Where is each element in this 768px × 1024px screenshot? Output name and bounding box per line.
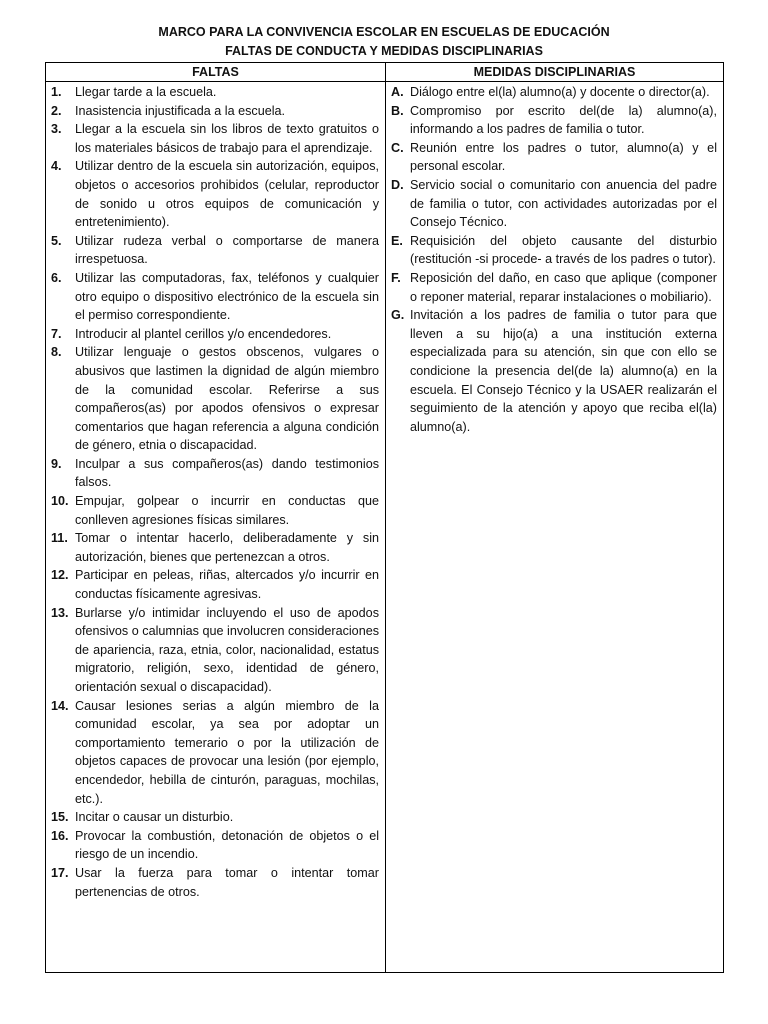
falta-item-text: Inculpar a sus compañeros(as) dando testimonios falsos. bbox=[75, 456, 379, 490]
medida-item-number: D. bbox=[391, 177, 404, 192]
falta-item-text: Usar la fuerza para tomar o intentar tomar pertenencias de otros. bbox=[75, 865, 379, 899]
falta-item-text: Provocar la combustión, detonación de objetos o el riesgo de un incendio. bbox=[75, 828, 379, 862]
document-subtitle: FALTAS DE CONDUCTA Y MEDIDAS DISCIPLINARIAS bbox=[225, 44, 543, 58]
falta-item-text: Llegar tarde a la escuela. bbox=[75, 85, 217, 99]
medida-item bbox=[391, 176, 717, 232]
faltas-list bbox=[51, 83, 379, 901]
medida-item-text: Compromiso por escrito del(de la) alumno(a), informando a los padres de familia o tutor. bbox=[410, 103, 717, 137]
medidas-column bbox=[386, 82, 724, 973]
falta-item-number: 13. bbox=[51, 605, 69, 620]
falta-item-number: 15. bbox=[51, 810, 69, 825]
medida-item-text: Reunión entre los padres o tutor, alumno(a) y el personal escolar. bbox=[410, 140, 717, 174]
medida-item bbox=[391, 306, 717, 436]
falta-item-text: Llegar a la escuela sin los libros de texto gratuitos o los materiales básicos de trabajo para el aprendizaje. bbox=[75, 122, 379, 155]
falta-item-number: 1. bbox=[51, 85, 62, 99]
falta-item bbox=[51, 232, 379, 269]
medida-item bbox=[391, 83, 717, 102]
falta-item bbox=[51, 566, 379, 603]
falta-item bbox=[51, 697, 379, 809]
medidas-header: MEDIDAS DISCIPLINARIAS bbox=[386, 63, 724, 82]
medida-item-number: A. bbox=[391, 85, 404, 99]
falta-item bbox=[51, 492, 379, 529]
falta-item-text: Inasistencia injustificada a la escuela. bbox=[75, 103, 286, 118]
falta-item bbox=[51, 157, 379, 231]
falta-item-number: 3. bbox=[51, 122, 62, 137]
document-title: MARCO PARA LA CONVIVENCIA ESCOLAR EN ESCUELAS DE EDUCACIÓN bbox=[158, 25, 610, 39]
falta-item-number: 10. bbox=[51, 494, 69, 509]
falta-item-number: 16. bbox=[51, 828, 69, 843]
medida-item-text: Servicio social o comunitario con anuencia del padre de familia o tutor, con actividades autorizadas por el Consejo Técnico. bbox=[410, 177, 717, 230]
falta-item-number: 12. bbox=[51, 568, 69, 583]
falta-item-number: 14. bbox=[51, 698, 69, 713]
medida-item bbox=[391, 232, 717, 269]
falta-item bbox=[51, 808, 379, 827]
falta-item-text: Burlarse y/o intimidar incluyendo el uso de apodos ofensivos o calumnias que involucren consideraciones de apariencia, raza, etnia, color, nacionalidad, estatus migratorio, religión, sexo, identidad de género, orientación sexual o discapacidad). bbox=[75, 605, 379, 694]
falta-item-text: Participar en peleas, riñas, altercados y/o incurrir en conductas físicamente agresivas. bbox=[75, 568, 379, 602]
falta-item-number: 8. bbox=[51, 345, 62, 360]
falta-item bbox=[51, 269, 379, 325]
medida-item-text: Diálogo entre el(la) alumno(a) y docente o director(a). bbox=[410, 85, 710, 99]
falta-item-text: Utilizar las computadoras, fax, teléfonos y cualquier otro equipo o dispositivo electrónico de la escuela sin el permiso correspondiente. bbox=[75, 270, 379, 323]
falta-item bbox=[51, 864, 379, 901]
falta-item-number: 7. bbox=[51, 326, 62, 341]
medida-item-text: Reposición del daño, en caso que aplique (componer o reponer material, reparar instalaciones o mobiliario). bbox=[410, 270, 717, 304]
falta-item-text: Utilizar lenguaje o gestos obscenos, vulgares o abusivos que lastimen la dignidad de algún miembro de la comunidad escolar. Referirse a sus compañeros(as) por apodos ofensivos o expresar comentarios que hagan referencia a alguna condición de género, etnia o discapacidad. bbox=[75, 345, 379, 453]
falta-item-number: 17. bbox=[51, 865, 69, 880]
falta-item-text: Empujar, golpear o incurrir en conductas que conlleven agresiones físicas similares. bbox=[75, 494, 379, 527]
falta-item bbox=[51, 120, 379, 157]
conduct-table bbox=[45, 62, 724, 973]
falta-item-number: 5. bbox=[51, 233, 62, 248]
faltas-column bbox=[46, 82, 386, 973]
medida-item-number: B. bbox=[391, 103, 404, 118]
falta-item bbox=[51, 529, 379, 566]
falta-item-text: Introducir al plantel cerillos y/o encendedores. bbox=[75, 326, 332, 341]
falta-item-number: 4. bbox=[51, 159, 62, 174]
falta-item bbox=[51, 102, 379, 121]
falta-item-text: Causar lesiones serias a algún miembro de la comunidad escolar, ya sea por adoptar un comportamiento temerario o por la utilización de objetos capaces de provocar una lesión (por ejemplo, encendedor, hebilla de cinturón, paraguas, mochilas, etc.). bbox=[75, 698, 379, 806]
medida-item-number: E. bbox=[391, 233, 403, 248]
falta-item bbox=[51, 325, 379, 344]
falta-item-number: 2. bbox=[51, 103, 62, 118]
medida-item-number: C. bbox=[391, 140, 404, 155]
falta-item-text: Utilizar dentro de la escuela sin autorización, equipos, objetos o accesorios prohibidos (celular, reproductor de sonido u otros equipos de comunicación y entretenimiento). bbox=[75, 159, 379, 230]
medida-item-number: F. bbox=[391, 270, 401, 285]
faltas-header: FALTAS bbox=[46, 63, 386, 82]
medida-item-text: Invitación a los padres de familia o tutor para que lleven a su hijo(a) a una institución externa especializada para su atención, sin que con ello se condicione la presencia del(de la) alumno(a) en la escuela. El Consejo Técnico y la USAER realizarán el seguimiento de la atención y apoyo que reciba el(la) alumno(a). bbox=[410, 308, 717, 434]
falta-item bbox=[51, 343, 379, 455]
falta-item-text: Tomar o intentar hacerlo, deliberadamente y sin autorización, bienes que pertenezcan a otros. bbox=[75, 531, 379, 564]
medida-item bbox=[391, 139, 717, 176]
medidas-list bbox=[391, 83, 717, 436]
falta-item bbox=[51, 455, 379, 492]
falta-item-number: 6. bbox=[51, 270, 62, 285]
falta-item bbox=[51, 827, 379, 864]
medida-item-number: G. bbox=[391, 308, 405, 323]
medida-item bbox=[391, 269, 717, 306]
falta-item-text: Incitar o causar un disturbio. bbox=[75, 810, 234, 825]
falta-item-number: 11. bbox=[51, 531, 68, 546]
falta-item bbox=[51, 604, 379, 697]
falta-item bbox=[51, 83, 379, 102]
medida-item-text: Requisición del objeto causante del disturbio (restitución -si procede- a través de los padres o tutor). bbox=[410, 233, 717, 267]
medida-item bbox=[391, 102, 717, 139]
falta-item-text: Utilizar rudeza verbal o comportarse de manera irrespetuosa. bbox=[75, 233, 379, 267]
falta-item-number: 9. bbox=[51, 456, 62, 471]
